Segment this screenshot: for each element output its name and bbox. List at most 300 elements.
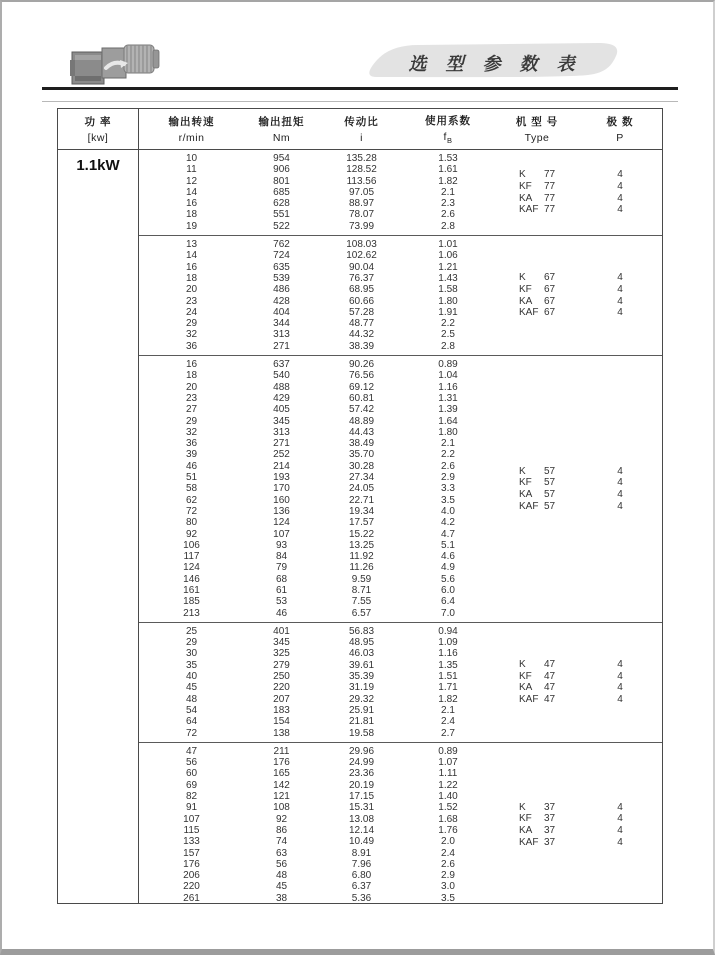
- ratio-value: 48.89: [348, 415, 375, 427]
- service-factor-value: 2.2: [441, 318, 455, 330]
- service-factor-value: 1.76: [438, 824, 458, 836]
- speed-value: 51: [185, 472, 198, 484]
- ratio-value: 48.77: [348, 318, 375, 330]
- header-model-type: 机 型 号 Type: [515, 116, 559, 144]
- service-factor-value: 1.09: [438, 637, 458, 649]
- table-row: [139, 198, 492, 209]
- model-type: KA 47: [519, 682, 556, 694]
- pole-count: 4: [617, 682, 623, 694]
- model-type: KAF 57: [519, 500, 556, 512]
- speed-value: 30: [185, 648, 198, 660]
- speed-value: 27: [185, 404, 198, 416]
- model-type: K 37: [519, 801, 556, 813]
- pole-count: 4: [617, 659, 623, 671]
- model-type: KA 37: [519, 824, 556, 836]
- torque-value: 56: [275, 858, 288, 870]
- ratio-value: 90.04: [348, 261, 375, 273]
- service-factor-value: 1.91: [438, 306, 458, 318]
- torque-value: 84: [275, 551, 288, 563]
- torque-value: 313: [273, 329, 290, 341]
- model-type-row: [492, 296, 662, 308]
- service-factor-value: 1.16: [438, 381, 458, 393]
- speed-value: 10: [185, 153, 198, 164]
- ratio-value: 6.57: [351, 607, 372, 619]
- model-type: KA 67: [519, 295, 556, 307]
- torque-value: 38: [275, 892, 288, 904]
- speed-value: 107: [183, 813, 200, 825]
- ratio-value: 108.03: [346, 239, 377, 251]
- speed-value: 157: [183, 847, 200, 859]
- service-factor-value: 1.07: [438, 757, 458, 769]
- torque-value: 488: [273, 381, 290, 393]
- speed-value: 82: [185, 791, 198, 803]
- ratio-value: 27.34: [348, 472, 375, 484]
- speed-value: 206: [183, 870, 200, 882]
- pole-count: 4: [617, 813, 623, 825]
- ratio-value: 57.28: [348, 306, 375, 318]
- ratio-value: 46.03: [348, 648, 375, 660]
- table-row: [139, 262, 492, 273]
- speed-value: 18: [185, 209, 198, 221]
- table-row: [139, 483, 492, 494]
- speed-value: 35: [185, 659, 198, 671]
- torque-value: 429: [273, 392, 290, 404]
- speed-value: 72: [185, 727, 198, 739]
- service-factor-value: 4.9: [441, 562, 455, 574]
- gearmotor-illustration: [68, 40, 164, 90]
- table-row: [139, 551, 492, 562]
- pole-count: 4: [617, 693, 623, 705]
- speed-value: 14: [185, 186, 198, 198]
- ratio-value: 128.52: [346, 164, 377, 176]
- speed-value: 18: [185, 272, 198, 284]
- ratio-value: 13.25: [348, 539, 375, 551]
- service-factor-value: 2.6: [441, 858, 455, 870]
- table-row: [139, 427, 492, 438]
- speed-value: 18: [185, 370, 198, 382]
- table-row: [139, 393, 492, 404]
- speed-value: 91: [185, 802, 198, 814]
- torque-value: 279: [273, 659, 290, 671]
- service-factor-value: 1.43: [438, 272, 458, 284]
- ratio-value: 44.32: [348, 329, 375, 341]
- speed-value: 32: [185, 426, 198, 438]
- pole-count: 4: [617, 283, 623, 295]
- speed-value: 19: [185, 220, 198, 232]
- torque-value: 345: [273, 637, 290, 649]
- header-rule-thick: [42, 87, 678, 90]
- torque-value: 92: [275, 813, 288, 825]
- ratio-value: 6.37: [351, 881, 372, 893]
- torque-value: 211: [273, 745, 290, 757]
- service-factor-value: 1.16: [438, 648, 458, 660]
- torque-value: 183: [273, 704, 290, 716]
- header-ratio: 传动比 i: [344, 116, 379, 144]
- table-row: [139, 404, 492, 415]
- service-factor-value: 0.94: [438, 625, 458, 637]
- header-rule-thin: [42, 101, 678, 102]
- service-factor-value: 2.7: [441, 727, 455, 739]
- ratio-value: 20.19: [348, 779, 375, 791]
- speed-value: 16: [185, 261, 198, 273]
- ratio-value: 97.05: [348, 186, 375, 198]
- speed-value: 25: [185, 625, 198, 637]
- speed-value: 47: [185, 745, 198, 757]
- table-row: [139, 881, 492, 892]
- power-value: 1.1kW: [76, 157, 120, 174]
- table-row: [139, 382, 492, 393]
- service-factor-value: 6.4: [441, 596, 455, 608]
- pole-count: 4: [617, 204, 623, 216]
- ratio-value: 38.39: [348, 340, 375, 352]
- torque-value: 271: [273, 340, 290, 352]
- pole-count: 4: [617, 500, 623, 512]
- service-factor-value: 1.39: [438, 404, 458, 416]
- page-title: 选 型 参 数 表: [408, 54, 582, 74]
- model-group: [139, 622, 662, 742]
- ratio-value: 8.71: [351, 584, 372, 596]
- service-factor-value: 2.1: [441, 186, 455, 198]
- speed-value: 11: [186, 164, 197, 176]
- torque-value: 154: [273, 716, 290, 728]
- table-row: [139, 596, 492, 607]
- table-row: [139, 870, 492, 881]
- model-type: KF 47: [519, 670, 556, 682]
- ratio-value: 60.66: [348, 295, 375, 307]
- speed-value: 54: [185, 704, 198, 716]
- model-type-row: [492, 477, 662, 489]
- service-factor-value: 1.35: [438, 659, 458, 671]
- service-factor-value: 1.80: [438, 295, 458, 307]
- pole-count: 4: [617, 307, 623, 319]
- gearmotor-photo-image: [68, 40, 164, 90]
- table-row: [139, 780, 492, 791]
- ratio-value: 35.70: [348, 449, 375, 461]
- model-type-row: [492, 501, 662, 513]
- pole-count: 4: [617, 192, 623, 204]
- speed-value: 36: [185, 340, 198, 352]
- table-row: [139, 370, 492, 381]
- model-type-block: [492, 153, 662, 232]
- torque-value: 170: [273, 483, 290, 495]
- table-row: [139, 660, 492, 671]
- speed-value: 20: [185, 381, 198, 393]
- torque-value: 685: [273, 186, 290, 198]
- torque-value: 107: [273, 528, 290, 540]
- speed-value: 213: [183, 607, 200, 619]
- ratio-value: 19.58: [348, 727, 375, 739]
- service-factor-value: 6.0: [441, 584, 455, 596]
- model-group: [139, 355, 662, 622]
- service-factor-value: 1.68: [438, 813, 458, 825]
- model-type-row: [492, 671, 662, 683]
- torque-value: 79: [275, 562, 288, 574]
- service-factor-value: 2.5: [441, 329, 455, 341]
- service-factor-value: 2.4: [441, 847, 455, 859]
- ratio-value: 44.43: [348, 426, 375, 438]
- table-row: [139, 608, 492, 619]
- table-row: [139, 472, 492, 483]
- table-row: [139, 791, 492, 802]
- table-row: [139, 284, 492, 295]
- table-row: [139, 209, 492, 220]
- torque-value: 539: [273, 272, 290, 284]
- torque-value: 540: [273, 370, 290, 382]
- model-type-row: [492, 169, 662, 181]
- ratio-value: 113.56: [346, 175, 377, 187]
- torque-value: 220: [273, 682, 290, 694]
- service-factor-value: 2.4: [441, 716, 455, 728]
- table-row: [139, 648, 492, 659]
- table-row: [139, 529, 492, 540]
- ratio-value: 68.95: [348, 284, 375, 296]
- model-type: K 47: [519, 659, 556, 671]
- torque-value: 63: [275, 847, 288, 859]
- ratio-value: 7.55: [351, 596, 372, 608]
- model-type-block: [492, 359, 662, 619]
- pole-count: 4: [617, 465, 623, 477]
- table-row: [139, 517, 492, 528]
- torque-value: 250: [273, 671, 290, 683]
- torque-value: 428: [273, 295, 290, 307]
- pole-count: 4: [617, 824, 623, 836]
- ratio-value: 30.28: [348, 460, 375, 472]
- speed-value: 124: [183, 562, 200, 574]
- pole-count: 4: [617, 272, 623, 284]
- service-factor-value: 1.40: [438, 791, 458, 803]
- speed-value: 220: [183, 881, 200, 893]
- model-type-row: [492, 837, 662, 849]
- torque-value: 160: [273, 494, 290, 506]
- service-factor-value: 2.9: [441, 472, 455, 484]
- service-factor-value: 2.1: [441, 704, 455, 716]
- table-row: [139, 250, 492, 261]
- service-factor-value: 3.5: [441, 494, 455, 506]
- service-factor-value: 0.89: [438, 359, 458, 371]
- pole-count: 4: [617, 836, 623, 848]
- table-row: [139, 757, 492, 768]
- table-row: [139, 164, 492, 175]
- service-factor-value: 5.1: [441, 539, 455, 551]
- torque-value: 86: [275, 824, 288, 836]
- speed-value: 60: [185, 768, 198, 780]
- ratio-value: 15.22: [348, 528, 375, 540]
- torque-value: 124: [273, 517, 290, 529]
- torque-value: 53: [275, 596, 288, 608]
- table-row: [139, 859, 492, 870]
- model-type: KF 57: [519, 477, 556, 489]
- service-factor-value: 1.61: [438, 164, 458, 176]
- torque-value: 344: [273, 318, 290, 330]
- torque-value: 165: [273, 768, 290, 780]
- power-column: [58, 150, 139, 903]
- table-row: [139, 176, 492, 187]
- model-type: KA 57: [519, 488, 556, 500]
- header-output-torque: 输出扭矩 Nm: [258, 116, 305, 144]
- speed-value: 39: [185, 449, 198, 461]
- service-factor-value: 1.71: [438, 682, 458, 694]
- ratio-value: 73.99: [348, 220, 375, 232]
- ratio-value: 25.91: [348, 704, 375, 716]
- table-row: [139, 461, 492, 472]
- torque-value: 522: [273, 220, 290, 232]
- ratio-value: 12.14: [348, 824, 375, 836]
- model-type-row: [492, 272, 662, 284]
- ratio-value: 29.96: [348, 745, 375, 757]
- table-row: [139, 705, 492, 716]
- speed-value: 161: [183, 584, 200, 596]
- ratio-value: 24.05: [348, 483, 375, 495]
- header-service-factor: 使用系数 $f_B$: [425, 114, 471, 146]
- service-factor-value: 1.11: [438, 768, 458, 780]
- service-factor-value: 2.6: [441, 209, 455, 221]
- torque-value: 271: [273, 438, 290, 450]
- table-body: [58, 150, 662, 903]
- table-row: [139, 359, 492, 370]
- speed-value: 24: [185, 306, 198, 318]
- ratio-value: 6.80: [351, 870, 372, 882]
- torque-value: 136: [273, 505, 290, 517]
- speed-value: 106: [183, 539, 200, 551]
- torque-value: 214: [273, 460, 290, 472]
- service-factor-value: 1.31: [438, 392, 458, 404]
- torque-value: 108: [273, 802, 290, 814]
- service-factor-value: 1.01: [438, 239, 458, 251]
- ratio-value: 48.95: [348, 637, 375, 649]
- table-row: [139, 296, 492, 307]
- table-row: [139, 187, 492, 198]
- model-type: KF 37: [519, 813, 556, 825]
- speed-value: 185: [183, 596, 200, 608]
- torque-value: 551: [273, 209, 290, 221]
- service-factor-value: 1.58: [438, 284, 458, 296]
- speed-value: 29: [185, 637, 198, 649]
- service-factor-value: 1.51: [438, 671, 458, 683]
- service-factor-value: 2.6: [441, 460, 455, 472]
- model-type: K 57: [519, 465, 556, 477]
- pole-count: 4: [617, 488, 623, 500]
- header-poles: 极 数 P: [606, 116, 634, 144]
- ratio-value: 39.61: [348, 659, 375, 671]
- torque-value: 74: [275, 836, 288, 848]
- model-type-row: [492, 307, 662, 319]
- ratio-value: 31.19: [348, 682, 375, 694]
- torque-value: 401: [273, 625, 290, 637]
- ratio-value: 102.62: [346, 250, 377, 262]
- table-row: [139, 416, 492, 427]
- torque-value: 121: [273, 791, 290, 803]
- speed-value: 261: [183, 892, 200, 904]
- service-factor-value: 1.82: [438, 175, 458, 187]
- ratio-value: 11.26: [349, 562, 374, 574]
- speed-value: 29: [185, 415, 198, 427]
- service-factor-value: 1.06: [438, 250, 458, 262]
- model-type-block: [492, 239, 662, 352]
- header-power: 功 率 [kw]: [58, 109, 139, 149]
- ratio-value: 90.26: [348, 359, 375, 371]
- ratio-value: 10.49: [348, 836, 375, 848]
- service-factor-value: 2.2: [441, 449, 455, 461]
- speed-value: 58: [185, 483, 198, 495]
- speed-value: 146: [183, 573, 200, 585]
- speed-value: 12: [185, 175, 198, 187]
- speed-value: 29: [185, 318, 198, 330]
- ratio-value: 23.36: [348, 768, 375, 780]
- table-row: [139, 540, 492, 551]
- table-row: [139, 153, 492, 164]
- table-row: [139, 682, 492, 693]
- model-type-row: [492, 489, 662, 501]
- ratio-value: 21.81: [348, 716, 375, 728]
- table-row: [139, 329, 492, 340]
- speed-value: 23: [185, 295, 198, 307]
- speed-value: 92: [185, 528, 198, 540]
- model-type-row: [492, 466, 662, 478]
- pole-count: 4: [617, 670, 623, 682]
- model-group: [139, 235, 662, 355]
- service-factor-value: 1.04: [438, 370, 458, 382]
- speed-value: 32: [185, 329, 198, 341]
- model-type-row: [492, 193, 662, 205]
- table-row: [139, 307, 492, 318]
- model-type-block: [492, 746, 662, 904]
- table-row: [139, 574, 492, 585]
- torque-value: 207: [273, 693, 290, 705]
- torque-value: 635: [273, 261, 290, 273]
- service-factor-value: 4.0: [441, 505, 455, 517]
- speed-value: 62: [185, 494, 198, 506]
- ratio-value: 7.96: [351, 858, 372, 870]
- ratio-value: 135.28: [346, 153, 377, 164]
- speed-value: 80: [185, 517, 198, 529]
- ratio-value: 76.37: [348, 272, 375, 284]
- model-type: K 77: [519, 169, 556, 181]
- table-row: [139, 585, 492, 596]
- table-row: [139, 341, 492, 352]
- speed-value: 72: [185, 505, 198, 517]
- selection-parameter-table: [57, 108, 663, 904]
- speed-value: 36: [185, 438, 198, 450]
- ratio-value: 76.56: [348, 370, 375, 382]
- ratio-value: 35.39: [348, 671, 375, 683]
- model-type: KAF 47: [519, 693, 556, 705]
- torque-value: 801: [273, 175, 290, 187]
- ratio-value: 15.31: [348, 802, 375, 814]
- speed-value: 40: [185, 671, 198, 683]
- table-row: [139, 318, 492, 329]
- ratio-value: 29.32: [348, 693, 375, 705]
- speed-value: 133: [183, 836, 200, 848]
- pole-count: 4: [617, 801, 623, 813]
- torque-value: 138: [273, 727, 290, 739]
- pole-count: 4: [617, 477, 623, 489]
- torque-value: 193: [273, 472, 290, 484]
- service-factor-value: 3.0: [441, 881, 455, 893]
- table-row: [139, 562, 492, 573]
- table-row: [139, 825, 492, 836]
- ratio-value: 24.99: [348, 757, 375, 769]
- table-row: [139, 768, 492, 779]
- torque-value: 142: [273, 779, 290, 791]
- pole-count: 4: [617, 180, 623, 192]
- service-factor-value: 2.3: [441, 198, 455, 210]
- table-row: [139, 814, 492, 825]
- service-factor-value: 3.5: [441, 892, 455, 904]
- model-type-row: [492, 204, 662, 216]
- service-factor-value: 2.0: [441, 836, 455, 848]
- ratio-value: 69.12: [348, 381, 375, 393]
- table-row: [139, 694, 492, 705]
